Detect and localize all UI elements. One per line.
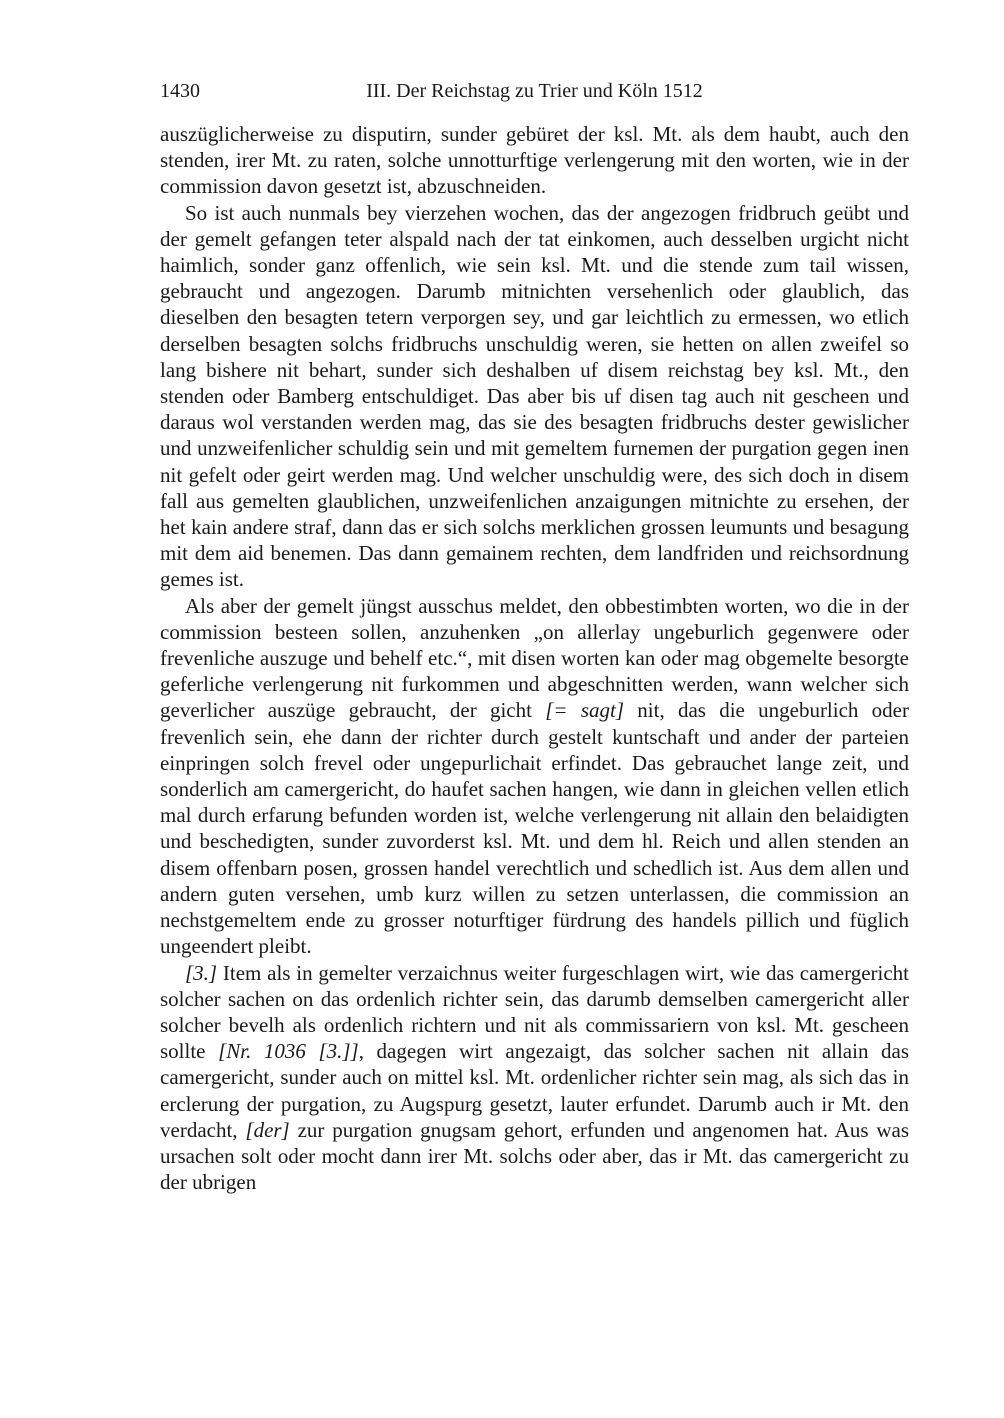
text-segment: zur purgation gnugsam gehort, erfunden und angenomen hat. Aus was ursachen solt oder mocht dann irer Mt. solchs oder aber, das ir Mt. das camergericht zu der ubrigen [160, 1117, 909, 1195]
page-header [160, 80, 909, 108]
paragraph [160, 960, 909, 1196]
text-segment: So ist auch nunmals bey vierzehen wochen, das der angezogen fridbruch geübt und der gemelt gefangen teter alspald nach der tat einkomen, auch desselben urgicht nicht haimlich, sonder ganz offenlich, wie sein ksl. Mt. und die stende zum tail wissen, gebraucht und angezogen. Darumb mitnichten versehenlich oder glaublich, das dieselben den besagten tetern verporgen sey, und gar leichtlich zu ermessen, wo etlich derselben besagten solchs fridbruchs unschuldig weren, sie hetten on allen zweifel so lang bishere nit behart, sunder sich deshalben uf disem reichstag bey ksl. Mt., den stenden oder Bamberg entschuldiget. Das aber bis uf disen tag auch nit gescheen und daraus wol verstanden werden mag, das sie des besagten fridbruchs dester gewislicher und unzweifenlicher schuldig sein und mit gemeltem furnemen der purgation gegen inen nit gefelt oder geirt werden mag. Und welcher unschuldig were, des sich doch in disem fall aus gemelten glaublichen, unzweifenlichen anzaigungen mitnichte zu ersehen, der het kain andere straf, dann das er sich solchs merklichen grossen leumunts und besagung mit dem aid benemen. Das dann gemainem rechten, dem landfriden und reichsordnung gemes ist. [160, 200, 909, 592]
section-marker: [3.] [185, 960, 218, 985]
editorial-gloss: [= sagt] [545, 698, 625, 723]
text-segment: auszüglicherweise zu disputirn, sunder gebüret der ksl. Mt. als dem haubt, auch den stenden, irer Mt. zu raten, solche unnotturftige verlengerung mit den worten, wie in der commission davon gesetzt ist, abzuschneiden. [160, 122, 909, 199]
paragraph [160, 121, 909, 200]
text-segment: Als aber der gemelt jüngst ausschus meldet, den obbestimbten worten, wo die in der commission besteen sollen, anzuhenken „on allerlay ungeburlich gegenwere oder frevenliche auszuge und behelf etc.“, mit disen worten kan oder mag obgemelte besorgte geferliche verlengerung nit furkommen und abgeschnitten werden, wann welcher sich geverlicher auszüge gebraucht, der gicht [160, 593, 909, 723]
text-segment: Item als in gemelter verzaichnus weiter furgeschlagen wirt, wie das camergericht solcher sachen on das ordenlich richter sein, das darumb demselben camergericht aller solcher bevelh als ordenlich richtern und nit als commissariern von ksl. Mt. gescheen sollte [160, 960, 909, 1064]
editorial-insertion: [der] [245, 1117, 290, 1142]
cross-reference: [Nr. 1036 [3.]] [218, 1039, 359, 1064]
body-text [160, 121, 909, 1195]
text-segment: , dagegen wirt angezaigt, das solcher sachen nit allain das camergericht, sunder auch on mittel ksl. Mt. ordenlicher richter sein mag, als sich das in erclerung der purgation, zu Augspurg gesetzt, lauter erfundet. Darumb auch ir Mt. den verdacht, [160, 1039, 910, 1142]
page-number: 1430 [160, 80, 200, 102]
text-segment: nit, das die ungeburlich oder frevenlich sein, ehe dann der richter durch gestelt kuntschaft und ander der parteien einpringen solch frevel oder ungepurlichait erfindet. Das gebrauchet lange zeit, und sonderlich am camergericht, do haufet sachen hangen, wie dann in gleichen vellen etlich mal durch erfarung befunden worden ist, welche verlengerung nit allain den belaidigten und beschedigten, sunder zuvorderst ksl. Mt. und dem hl. Reich und allen stenden an disem offenbarn posen, grossen handel verechtlich und schedlich ist. Aus dem allen und andern guten versehen, umb kurz willen zu setzen unterlassen, die commission an nechstgemeltem ende zu grosser noturftiger fürdrung des handels pillich und füglich ungeendert pleibt. [160, 698, 910, 959]
running-title: III. Der Reichstag zu Trier und Köln 1512 [366, 80, 703, 102]
paragraph [160, 593, 909, 960]
paragraph [160, 200, 909, 593]
